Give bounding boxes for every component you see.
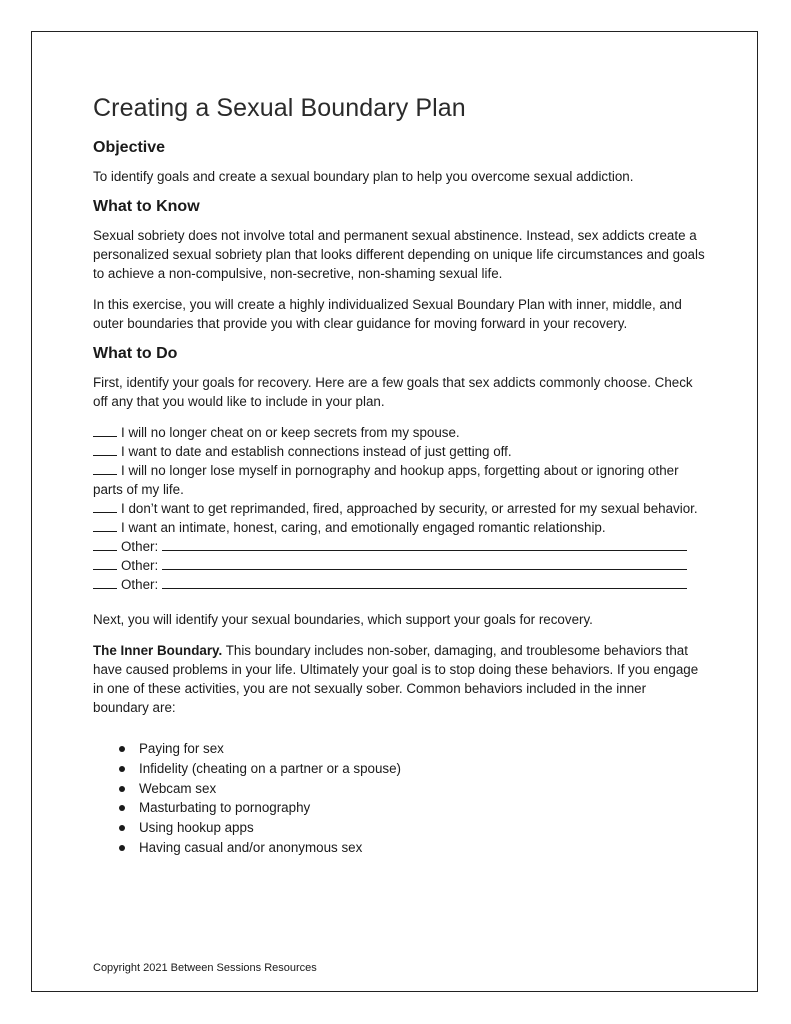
list-item-text: Masturbating to pornography (139, 800, 311, 816)
other-fill-line[interactable] (162, 576, 687, 589)
next-step-text: Next, you will identify your sexual boundaries, which support your goals for recovery. (93, 612, 593, 627)
goal-item (93, 518, 705, 537)
goal-checkbox-blank[interactable] (93, 576, 117, 589)
goal-item (93, 423, 705, 442)
inner-boundary-list (93, 739, 705, 858)
objective-heading: Objective (93, 139, 166, 156)
other-fill-line[interactable] (162, 538, 687, 551)
list-item-text: Having casual and/or anonymous sex (139, 839, 363, 855)
goal-checkbox-blank[interactable] (93, 424, 117, 437)
document-body (93, 94, 705, 858)
other-label: Other: (121, 558, 159, 573)
what-to-do-heading: What to Do (93, 345, 178, 362)
list-item-text: Using hookup apps (139, 820, 254, 836)
other-label: Other: (121, 539, 159, 554)
bullet-icon (119, 766, 125, 772)
bullet-icon (119, 805, 125, 811)
list-item (119, 798, 705, 818)
goal-checkbox-blank[interactable] (93, 462, 117, 475)
goal-text: I will no longer lose myself in pornography and hookup apps, forgetting about or ignoring other parts of my life. (93, 463, 679, 497)
other-fill-line[interactable] (162, 557, 687, 570)
goal-item (93, 442, 705, 461)
what-to-know-paragraph-1: Sexual sobriety does not involve total and permanent sexual abstinence. Instead, sex addicts create a personalized sexual sobriety plan that looks different depending on unique life circumstances and goals to achieve a non-compulsive, non-secretive, non-shaming sexual life. (93, 228, 705, 281)
goals-checklist (93, 423, 705, 594)
what-to-know-heading: What to Know (93, 198, 200, 215)
bullet-icon (119, 746, 125, 752)
inner-boundary-text: This boundary includes non-sober, damaging, and troublesome behaviors that have caused problems in your life. Ultimately your goal is to stop doing these behaviors. If you engage in one of these activities, you are not sexually sober. Common behaviors included in the inner boundary are: (93, 643, 699, 715)
goal-checkbox-blank[interactable] (93, 557, 117, 570)
goal-text: I want to date and establish connections instead of just getting off. (121, 444, 512, 459)
list-item-text: Webcam sex (139, 780, 217, 796)
bullet-icon (119, 845, 125, 851)
list-item (119, 779, 705, 799)
goal-item (93, 499, 705, 518)
inner-boundary-paragraph (93, 641, 705, 717)
list-item (119, 838, 705, 858)
bullet-icon (119, 825, 125, 831)
goal-checkbox-blank[interactable] (93, 519, 117, 532)
goal-other-item (93, 575, 705, 594)
goal-checkbox-blank[interactable] (93, 538, 117, 551)
list-item-text: Paying for sex (139, 741, 224, 756)
goal-checkbox-blank[interactable] (93, 443, 117, 456)
page-title: Creating a Sexual Boundary Plan (93, 94, 466, 122)
bullet-icon (119, 786, 125, 792)
list-item (119, 818, 705, 838)
goal-other-item (93, 537, 705, 556)
copyright-footer: Copyright 2021 Between Sessions Resources (93, 962, 317, 974)
objective-text: To identify goals and create a sexual boundary plan to help you overcome sexual addiction. (93, 169, 634, 184)
goal-text: I want an intimate, honest, caring, and emotionally engaged romantic relationship. (121, 520, 606, 535)
list-item-text: Infidelity (cheating on a partner or a spouse) (139, 760, 402, 776)
other-label: Other: (121, 577, 159, 592)
goal-checkbox-blank[interactable] (93, 500, 117, 513)
list-item (119, 739, 705, 759)
goal-text: I will no longer cheat on or keep secrets from my spouse. (121, 425, 460, 440)
what-to-know-paragraph-2: In this exercise, you will create a highly individualized Sexual Boundary Plan with inner, middle, and outer boundaries that provide you with clear guidance for moving forward in your recovery. (93, 297, 682, 331)
what-to-do-intro: First, identify your goals for recovery. Here are a few goals that sex addicts commonly choose. Check off any that you would like to include in your plan. (93, 375, 693, 409)
goal-text: I don’t want to get reprimanded, fired, approached by security, or arrested for my sexual behavior. (121, 501, 698, 516)
goal-item (93, 461, 705, 499)
list-item (119, 759, 705, 779)
inner-boundary-lead: The Inner Boundary. (93, 643, 223, 658)
goal-other-item (93, 556, 705, 575)
